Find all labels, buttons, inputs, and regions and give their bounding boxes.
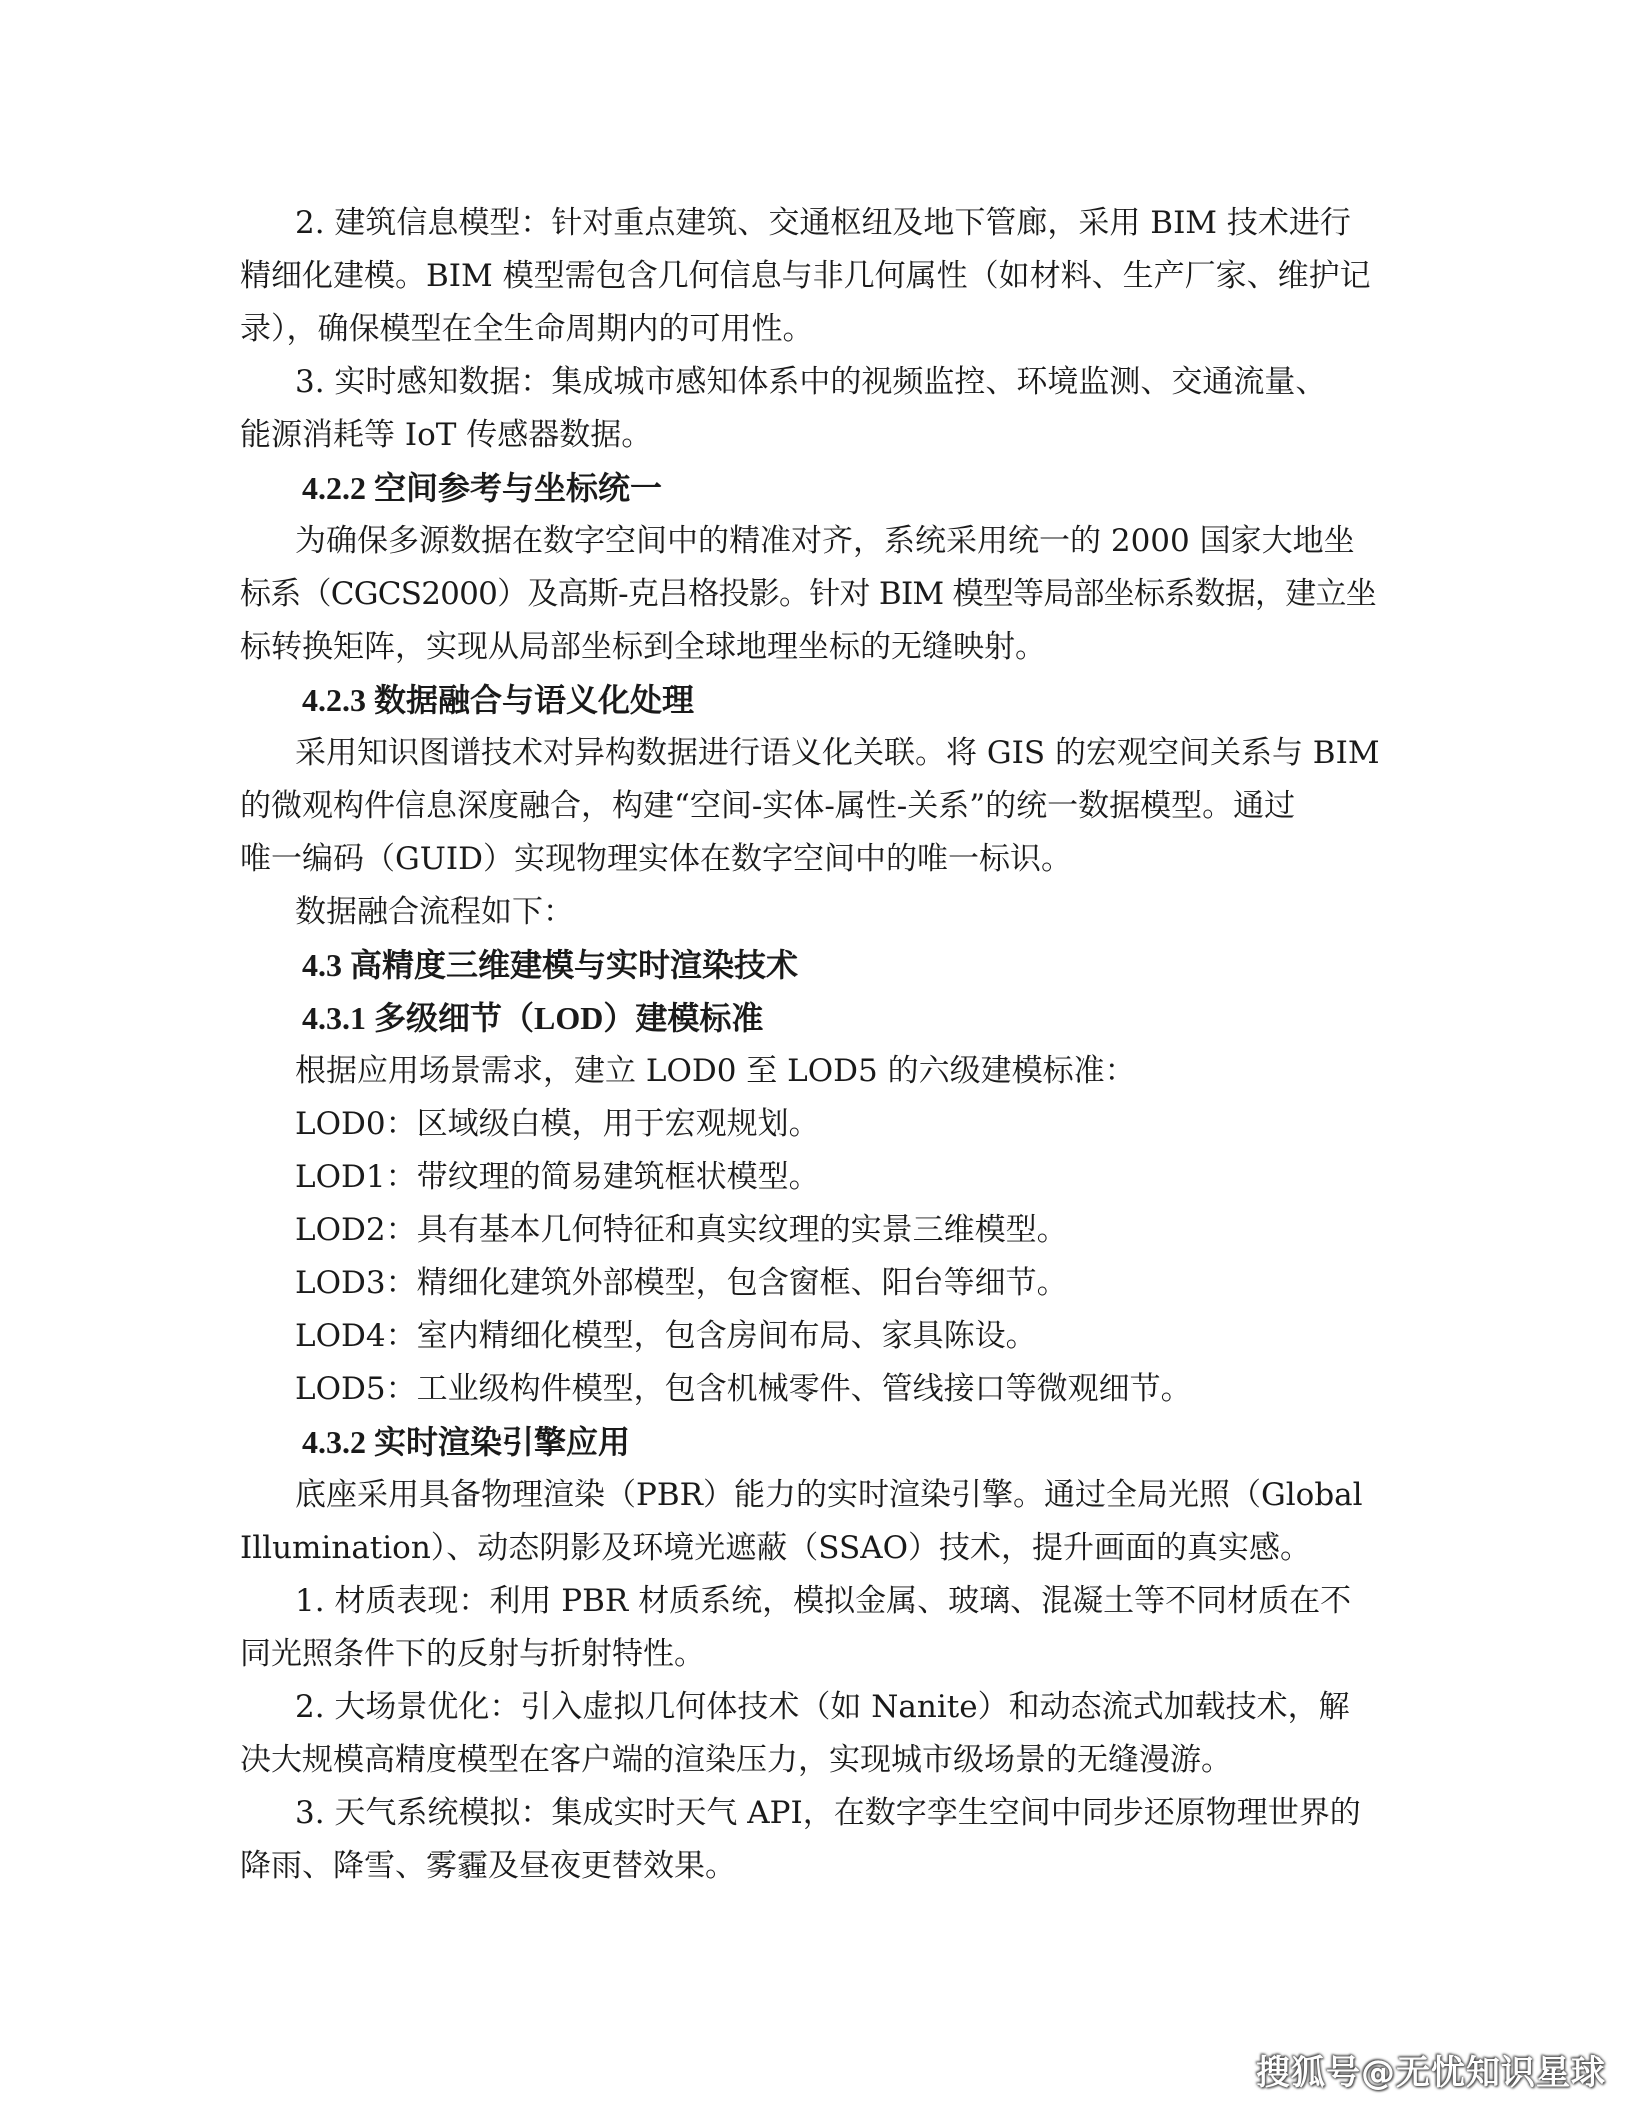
section-heading: 4.3 高精度三维建模与实时渲染技术 (302, 947, 799, 983)
list-item: LOD3：精细化建筑外部模型，包含窗框、阳台等细节。 (295, 1265, 1068, 1301)
paragraph-line: 精细化建模。BIM 模型需包含几何信息与非几何属性（如材料、生产厂家、维护记 (240, 258, 1371, 294)
paragraph-line: 降雨、降雪、雾霾及昼夜更替效果。 (240, 1848, 736, 1884)
paragraph-line: 数据融合流程如下： (295, 894, 574, 930)
paragraph-line: 决大规模高精度模型在客户端的渲染压力，实现城市级场景的无缝漫游。 (240, 1742, 1232, 1778)
paragraph-line: 能源消耗等 IoT 传感器数据。 (240, 417, 653, 453)
paragraph-line: Illumination）、动态阴影及环境光遮蔽（SSAO）技术，提升画面的真实感。 (240, 1530, 1312, 1566)
paragraph-line: 2. 大场景优化：引入虚拟几何体技术（如 Nanite）和动态流式加载技术，解 (295, 1689, 1350, 1725)
paragraph-line: 标转换矩阵，实现从局部坐标到全球地理坐标的无缝映射。 (240, 629, 1046, 665)
section-heading: 4.2.2 空间参考与坐标统一 (302, 470, 663, 506)
paragraph-line: 2. 建筑信息模型：针对重点建筑、交通枢纽及地下管廊，采用 BIM 技术进行 (295, 205, 1351, 241)
list-item: LOD4：室内精细化模型，包含房间布局、家具陈设。 (295, 1318, 1037, 1354)
paragraph-line: 采用知识图谱技术对异构数据进行语义化关联。将 GIS 的宏观空间关系与 BIM (295, 735, 1380, 771)
list-item: LOD5：工业级构件模型，包含机械零件、管线接口等微观细节。 (295, 1371, 1192, 1407)
paragraph-line: 标系（CGCS2000）及高斯-克吕格投影。针对 BIM 模型等局部坐标系数据，建立坐 (240, 576, 1377, 612)
paragraph-line: 唯一编码（GUID）实现物理实体在数字空间中的唯一标识。 (240, 841, 1072, 877)
list-item: LOD0：区域级白模，用于宏观规划。 (295, 1106, 820, 1142)
watermark-label: 搜狐号@无忧知识星球 (1256, 2053, 1606, 2093)
paragraph-line: 3. 天气系统模拟：集成实时天气 API，在数字孪生空间中同步还原物理世界的 (295, 1795, 1361, 1831)
list-item: LOD1：带纹理的简易建筑框状模型。 (295, 1159, 820, 1195)
list-item: LOD2：具有基本几何特征和真实纹理的实景三维模型。 (295, 1212, 1068, 1248)
section-heading: 4.2.3 数据融合与语义化处理 (302, 682, 695, 718)
paragraph-line: 为确保多源数据在数字空间中的精准对齐，系统采用统一的 2000 国家大地坐 (295, 523, 1355, 559)
section-heading: 4.3.1 多级细节（LOD）建模标准 (302, 1000, 764, 1036)
paragraph-line: 3. 实时感知数据：集成城市感知体系中的视频监控、环境监测、交通流量、 (295, 364, 1327, 400)
paragraph-line: 底座采用具备物理渲染（PBR）能力的实时渲染引擎。通过全局光照（Global (295, 1477, 1363, 1513)
paragraph-line: 的微观构件信息深度融合，构建“空间-实体-属性-关系”的统一数据模型。通过 (240, 788, 1296, 824)
document-page (240, 197, 1380, 1893)
paragraph-line: 1. 材质表现：利用 PBR 材质系统，模拟金属、玻璃、混凝土等不同材质在不 (295, 1583, 1352, 1619)
paragraph-line: 同光照条件下的反射与折射特性。 (240, 1636, 705, 1672)
section-heading: 4.3.2 实时渲染引擎应用 (302, 1424, 631, 1460)
paragraph-line: 根据应用场景需求，建立 LOD0 至 LOD5 的六级建模标准： (295, 1053, 1136, 1089)
paragraph-line: 录），确保模型在全生命周期内的可用性。 (240, 311, 814, 347)
